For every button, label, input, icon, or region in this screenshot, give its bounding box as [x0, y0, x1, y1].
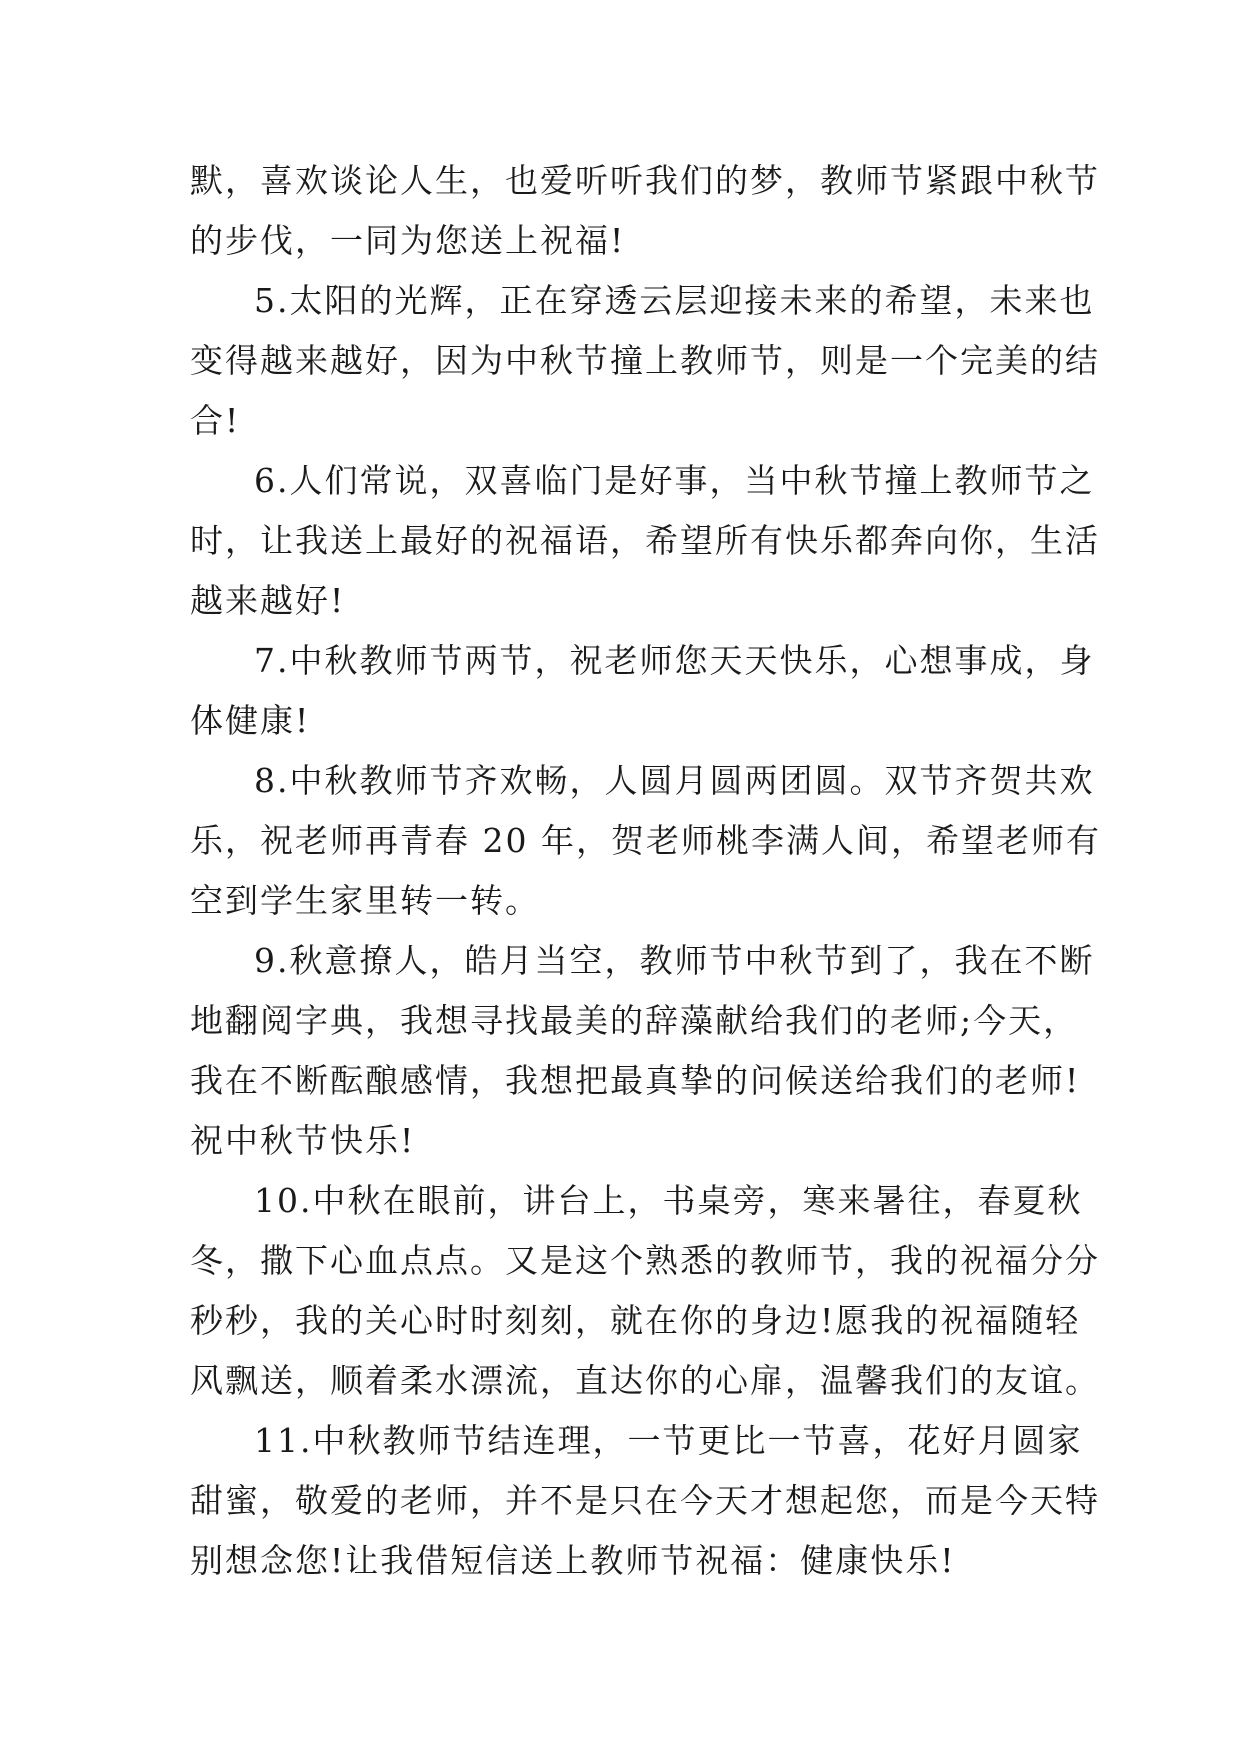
text-line: 别想念您!让我借短信送上教师节祝福：健康快乐!: [190, 1541, 956, 1580]
text-line: 风飘送，顺着柔水漂流，直达你的心扉，温馨我们的友谊。: [190, 1361, 1100, 1400]
text-line: 甜蜜，敬爱的老师，并不是只在今天才想起您，而是今天特: [190, 1481, 1100, 1520]
text-line: 10.中秋在眼前，讲台上，书桌旁，寒来暑往，春夏秋: [254, 1181, 1083, 1220]
text-line: 变得越来越好，因为中秋节撞上教师节，则是一个完美的结: [190, 341, 1100, 380]
text-line: 地翻阅字典，我想寻找最美的辞藻献给我们的老师;今天，: [190, 1001, 1079, 1040]
document-body: [190, 151, 1101, 1591]
text-line: 6.人们常说，双喜临门是好事，当中秋节撞上教师节之: [254, 461, 1095, 500]
text-line: 祝中秋节快乐!: [190, 1121, 416, 1160]
text-line: 11.中秋教师节结连理，一节更比一节喜，花好月圆家: [254, 1421, 1083, 1460]
text-line: 合!: [190, 401, 241, 440]
text-line: 体健康!: [190, 701, 311, 740]
text-line: 9.秋意撩人，皓月当空，教师节中秋节到了，我在不断: [254, 941, 1095, 980]
text-line: 默，喜欢谈论人生，也爱听听我们的梦，教师节紧跟中秋节: [190, 161, 1100, 200]
text-line: 5.太阳的光辉，正在穿透云层迎接未来的希望，未来也: [254, 281, 1095, 320]
text-line: 7.中秋教师节两节，祝老师您天天快乐，心想事成，身: [254, 641, 1095, 680]
text-line: 秒秒，我的关心时时刻刻，就在你的身边!愿我的祝福随轻: [190, 1301, 1081, 1340]
text-line: 乐，祝老师再青春 20 年，贺老师桃李满人间，希望老师有: [190, 821, 1101, 860]
text-line: 越来越好!: [190, 581, 346, 620]
text-line: 8.中秋教师节齐欢畅，人圆月圆两团圆。双节齐贺共欢: [254, 761, 1095, 800]
text-line: 时，让我送上最好的祝福语，希望所有快乐都奔向你，生活: [190, 521, 1100, 560]
text-line: 空到学生家里转一转。: [190, 881, 540, 920]
text-line: 冬，撒下心血点点。又是这个熟悉的教师节，我的祝福分分: [190, 1241, 1100, 1280]
text-line: 我在不断酝酿感情，我想把最真挚的问候送给我们的老师!: [190, 1061, 1081, 1100]
text-line: 的步伐，一同为您送上祝福!: [190, 221, 626, 260]
